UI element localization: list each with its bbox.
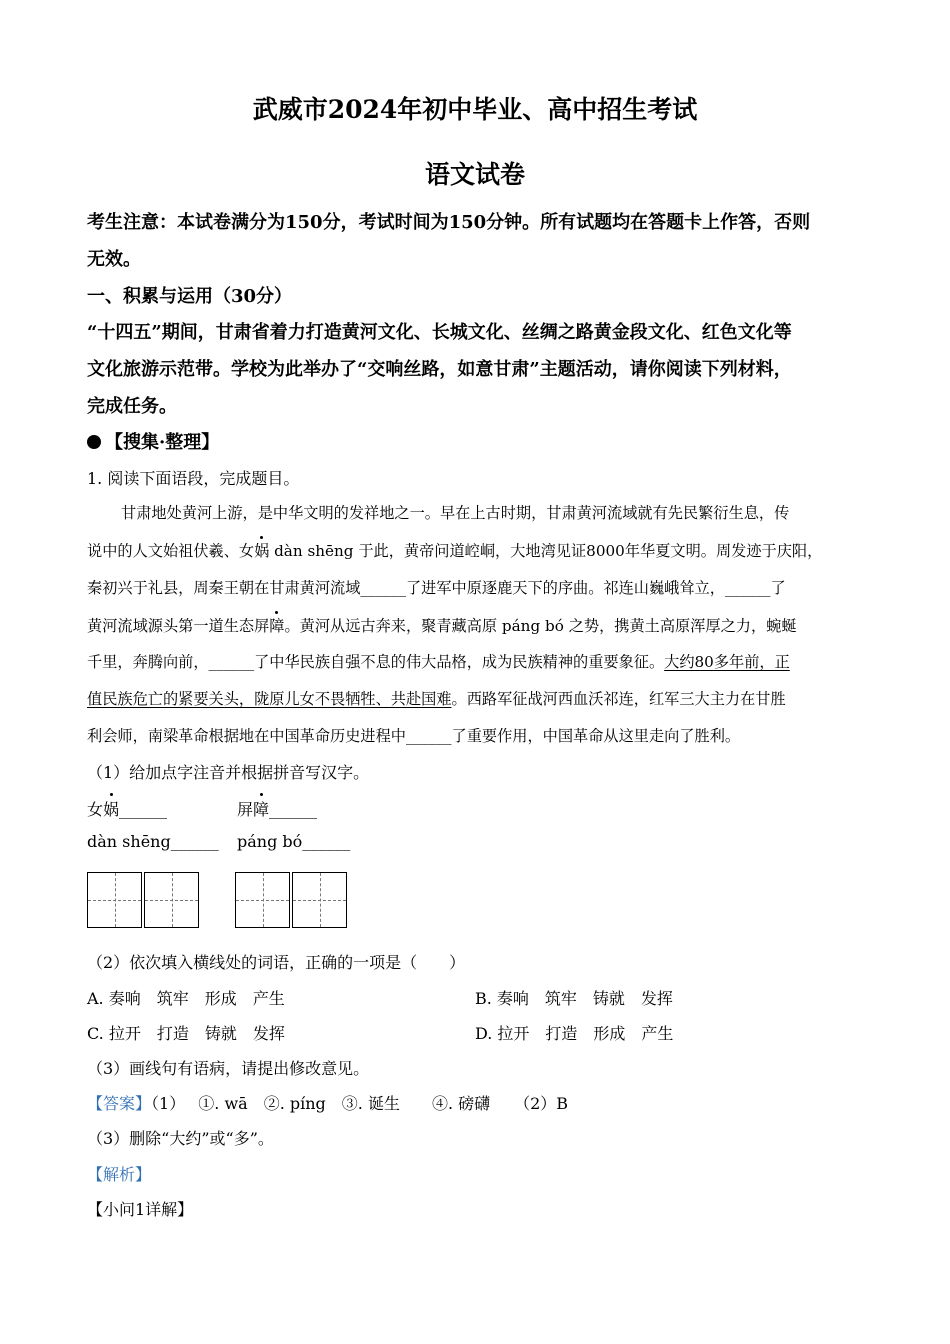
notice-line-1: 考生注意：本试卷满分为150分，考试时间为150分钟。所有试题均在答题卡上作答，否则 — [87, 212, 811, 233]
option-d: D. 拉开 打造 形成 产生 — [475, 1024, 674, 1043]
passage-line-7: 利会师，南梁革命根据地在中国革命历史进程中______了重要作用，中国革命从这里走向了胜利。 — [87, 727, 741, 745]
sub2-prompt: （2）依次填入横线处的词语，正确的一项是（ ） — [87, 953, 466, 972]
detail-heading: 【小问1详解】 — [87, 1200, 194, 1219]
sub1-item-d: páng bó______ — [237, 832, 351, 851]
writing-grid-box — [87, 872, 142, 928]
section-heading: 一、积累与运用（30分） — [87, 286, 293, 307]
option-a: A. 奏响 筑牢 形成 产生 — [87, 989, 285, 1008]
passage-line-3: 秦初兴于礼县，周秦王朝在甘肃黄河流域______了进军中原逐鹿天下的序曲。祁连山巍峨耸立，______了 — [87, 579, 786, 597]
section-intro-line-3: 完成任务。 — [87, 396, 177, 417]
passage-line-6: 值民族危亡的紧要关头，陇原儿女不畏牺牲、共赴国难。西路军征战河西血沃祁连，红军三大主力在甘胜 — [87, 690, 786, 708]
passage-line-1: 甘肃地处黄河上游，是中华文明的发祥地之一。早在上古时期，甘肃黄河流域就有先民繁衍生息，传 — [121, 504, 790, 522]
underlined-sentence: 值民族危亡的紧要关头，陇原儿女不畏牺牲、共赴国难 — [87, 690, 452, 708]
writing-grid-box — [144, 872, 199, 928]
paper-subtitle: 语文试卷 — [424, 160, 525, 189]
option-b: B. 奏响 筑牢 铸就 发挥 — [475, 989, 673, 1008]
analysis-label: 【解析】 — [87, 1165, 152, 1184]
dotted-char: 障 — [269, 617, 285, 635]
writing-grid-box — [292, 872, 347, 928]
section-intro-line-2: 文化旅游示范带。学校为此举办了“交响丝路，如意甘肃”主题活动，请你阅读下列材料， — [87, 359, 792, 380]
sub-heading: 【搜集·整理】 — [87, 428, 219, 454]
passage-line-2: 说中的人文始祖伏羲、女娲 dàn shēng 于此，黄帝问道崆峒，大地湾见证8000年华夏文明。周发迹于庆阳， — [87, 542, 823, 560]
dotted-char: 障 — [253, 797, 269, 820]
writing-grid-box — [235, 872, 290, 928]
sub1-prompt: （1）给加点字注音并根据拼音写汉字。 — [87, 763, 370, 782]
sub1-item-c: dàn shēng______ — [87, 832, 219, 851]
sub1-item-a: 女娲______ — [87, 797, 167, 820]
answer-label: 【答案】 — [87, 1094, 152, 1113]
question-stem: 1. 阅读下面语段，完成题目。 — [87, 469, 300, 488]
passage-line-5: 千里，奔腾向前，______了中华民族自强不息的伟大品格，成为民族精神的重要象征。大约80多年前，正 — [87, 653, 790, 671]
dotted-char: 娲 — [254, 542, 270, 560]
option-c: C. 拉开 打造 铸就 发挥 — [87, 1024, 285, 1043]
notice-line-2: 无效。 — [87, 249, 141, 270]
section-intro-line-1: “十四五”期间，甘肃省着力打造黄河文化、长城文化、丝绸之路黄金段文化、红色文化等 — [87, 322, 792, 343]
bullet-icon — [87, 435, 101, 449]
sub3-prompt: （3）画线句有语病，请提出修改意见。 — [87, 1059, 370, 1078]
exam-title: 武威市2024年初中毕业、高中招生考试 — [252, 95, 698, 124]
sub1-item-b: 屏障______ — [237, 797, 317, 820]
answer-line-2: （3）删除“大约”或“多”。 — [87, 1129, 274, 1148]
dotted-char: 娲 — [103, 797, 119, 820]
answer-line-1: 【答案】（1） ①. wā ②. píng ③. 诞生 ④. 磅礴 （2）B — [87, 1094, 569, 1113]
passage-line-4: 黄河流域源头第一道生态屏障。黄河从远古奔来，聚青藏高原 páng bó 之势，携黄土高原浑厚之力，蜿蜒 — [87, 617, 797, 635]
underlined-sentence: 大约80多年前，正 — [664, 653, 790, 671]
